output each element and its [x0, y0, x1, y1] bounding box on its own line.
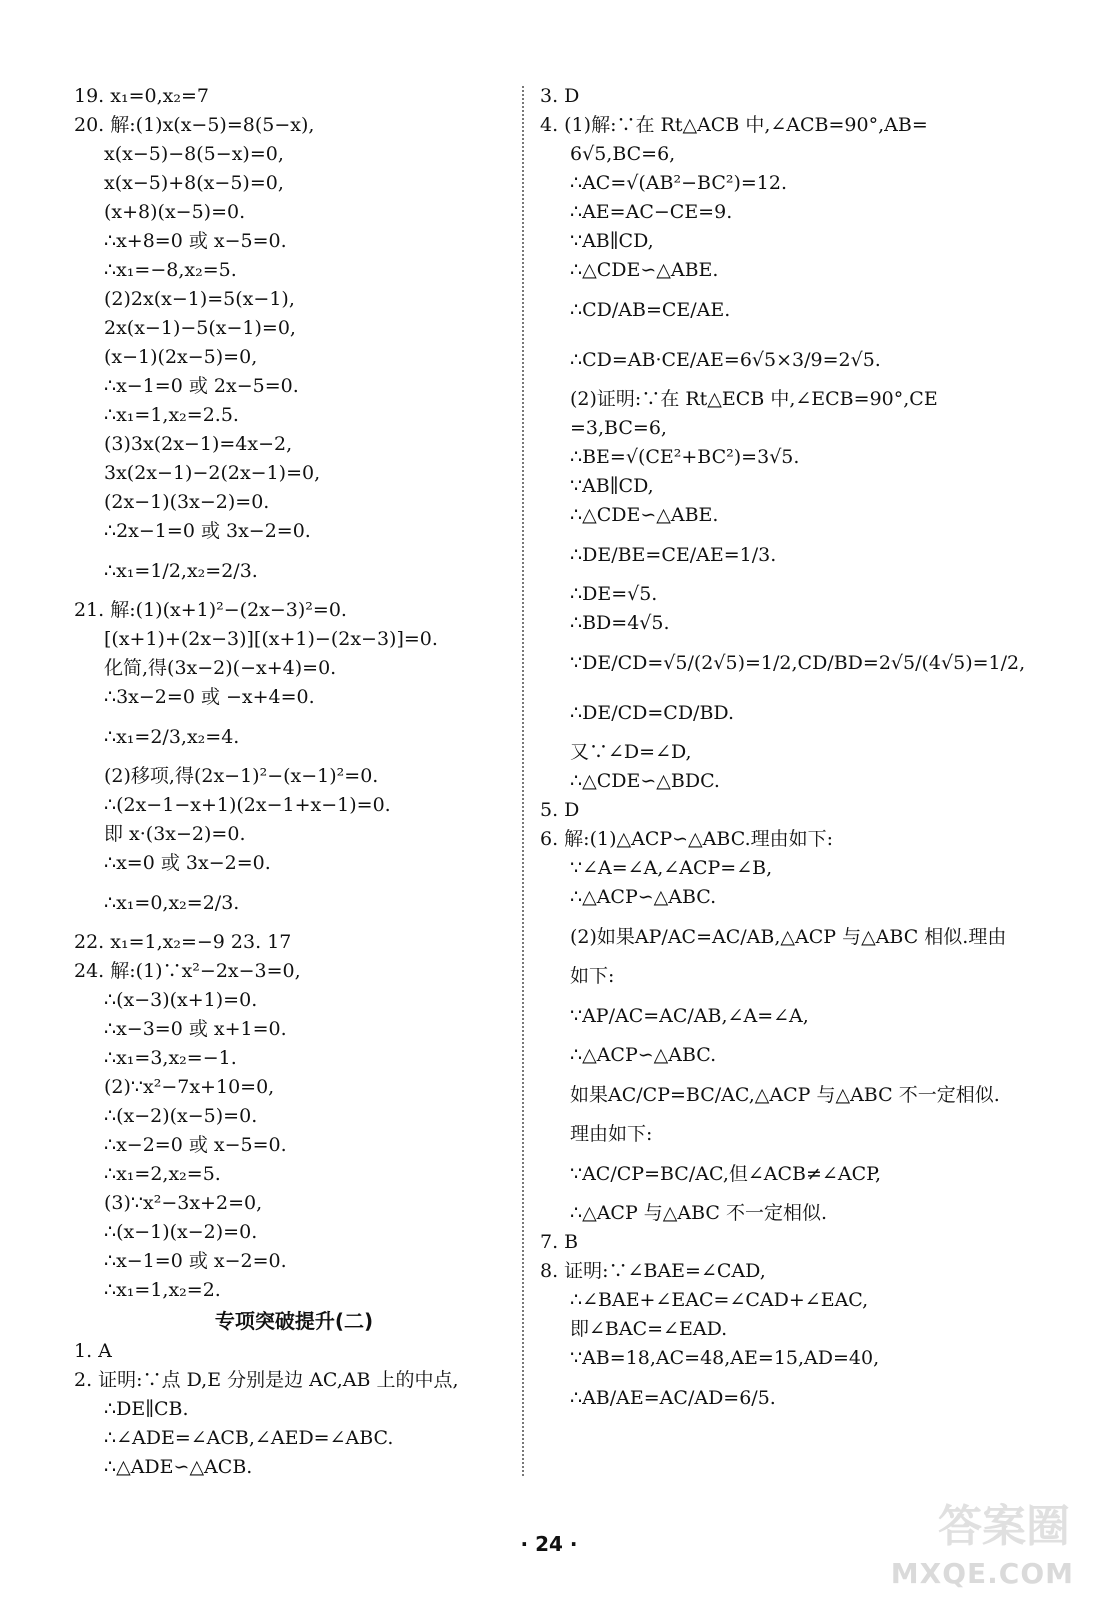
text-line: 2. 证明:∵点 D,E 分别是边 AC,AB 上的中点,	[74, 1369, 459, 1391]
page-number: · 24 ·	[520, 1532, 578, 1556]
text-line: 22. x₁=1,x₂=−9 23. 17	[74, 931, 292, 953]
text-line: ∴x=0 或 3x−2=0.	[104, 852, 271, 874]
text-line: ∴△ACP∽△ABC.	[570, 886, 717, 908]
text-line: (2x−1)(3x−2)=0.	[104, 491, 270, 513]
text-line: ∵AC/CP=BC/AC,但∠ACB≠∠ACP,	[570, 1163, 882, 1185]
text-line: x(x−5)−8(5−x)=0,	[104, 143, 284, 165]
text-line: 即 x·(3x−2)=0.	[104, 823, 246, 845]
watermark-logo: 答案圈	[938, 1501, 1070, 1552]
text-line: 19. x₁=0,x₂=7	[74, 85, 209, 107]
text-line: 理由如下:	[570, 1123, 653, 1145]
column-divider	[522, 86, 524, 1476]
text-line: 如下:	[570, 965, 615, 987]
text-line: ∴∠ADE=∠ACB,∠AED=∠ABC.	[104, 1427, 394, 1449]
text-line: (3)∵x²−3x+2=0,	[104, 1192, 263, 1214]
text-line: ∴x₁=0,x₂=2/3.	[104, 892, 240, 914]
text-line: 7. B	[540, 1231, 579, 1253]
text-line: ∵AB∥CD,	[570, 230, 654, 252]
text-line: ∴(2x−1−x+1)(2x−1+x−1)=0.	[104, 794, 391, 816]
text-line: (x−1)(2x−5)=0,	[104, 346, 258, 368]
left-column	[74, 82, 514, 1482]
text-line: ∴△CDE∽△ABE.	[570, 504, 719, 526]
watermark	[890, 1502, 1090, 1594]
text-line: ∴△CDE∽△BDC.	[570, 770, 720, 792]
text-line: ∴△CDE∽△ABE.	[570, 259, 719, 281]
text-line: (2)移项,得(2x−1)²−(x−1)²=0.	[104, 765, 379, 787]
text-line: x(x−5)+8(x−5)=0,	[104, 172, 284, 194]
text-line: (x+8)(x−5)=0.	[104, 201, 246, 223]
text-line: ∴(x−3)(x+1)=0.	[104, 989, 258, 1011]
text-line: 8. 证明:∵∠BAE=∠CAD,	[540, 1260, 766, 1282]
text-line: ∴DE∥CB.	[104, 1398, 189, 1420]
text-line: ∴CD=AB·CE/AE=6√5×3/9=2√5.	[570, 349, 881, 371]
text-line: ∴x−1=0 或 x−2=0.	[104, 1250, 287, 1272]
text-line: (2)如果AP/AC=AC/AB,△ACP 与△ABC 相似.理由	[570, 926, 1007, 948]
text-line: ∴△ACP∽△ABC.	[570, 1044, 717, 1066]
text-line: 化简,得(3x−2)(−x+4)=0.	[104, 657, 337, 679]
text-line: ∴∠BAE+∠EAC=∠CAD+∠EAC,	[570, 1289, 869, 1311]
watermark-text: MXQE.COM	[890, 1557, 1074, 1590]
text-line: ∴x₁=2,x₂=5.	[104, 1163, 221, 1185]
text-line: (2)证明:∵在 Rt△ECB 中,∠ECB=90°,CE	[570, 388, 938, 410]
text-line: ∴DE=√5.	[570, 583, 658, 605]
text-line: (3)3x(2x−1)=4x−2,	[104, 433, 293, 455]
text-line: ∴x₁=−8,x₂=5.	[104, 259, 237, 281]
text-line: ∵AP/AC=AC/AB,∠A=∠A,	[570, 1005, 809, 1027]
text-line: 即∠BAC=∠EAD.	[570, 1318, 728, 1340]
text-line: 6. 解:(1)△ACP∽△ABC.理由如下:	[540, 828, 834, 850]
text-line: ∴DE/BE=CE/AE=1/3.	[570, 544, 777, 566]
text-line: ∴AC=√(AB²−BC²)=12.	[570, 172, 788, 194]
text-line: ∴AE=AC−CE=9.	[570, 201, 733, 223]
text-line: ∴x₁=3,x₂=−1.	[104, 1047, 237, 1069]
text-line: 21. 解:(1)(x+1)²−(2x−3)²=0.	[74, 599, 347, 621]
text-line: 3x(2x−1)−2(2x−1)=0,	[104, 462, 321, 484]
text-line: 如果AC/CP=BC/AC,△ACP 与△ABC 不一定相似.	[570, 1084, 1000, 1106]
text-line: ∵DE/CD=√5/(2√5)=1/2,CD/BD=2√5/(4√5)=1/2,	[570, 652, 1026, 674]
text-line: 又∵∠D=∠D,	[570, 741, 692, 763]
text-line: 3. D	[540, 85, 580, 107]
section-heading: 专项突破提升(二)	[214, 1309, 374, 1333]
text-line: ∴x−2=0 或 x−5=0.	[104, 1134, 287, 1156]
text-line: ∴x−3=0 或 x+1=0.	[104, 1018, 287, 1040]
text-line: =3,BC=6,	[570, 417, 667, 439]
text-line: ∴x₁=1/2,x₂=2/3.	[104, 560, 258, 582]
text-line: ∴DE/CD=CD/BD.	[570, 702, 735, 724]
text-line: ∴(x−2)(x−5)=0.	[104, 1105, 258, 1127]
text-line: ∴x₁=2/3,x₂=4.	[104, 726, 240, 748]
text-line: ∵AB=18,AC=48,AE=15,AD=40,	[570, 1347, 880, 1369]
text-line: ∴BE=√(CE²+BC²)=3√5.	[570, 446, 800, 468]
text-line: 4. (1)解:∵在 Rt△ACB 中,∠ACB=90°,AB=	[540, 114, 928, 136]
text-line: ∴(x−1)(x−2)=0.	[104, 1221, 258, 1243]
text-line: ∴x₁=1,x₂=2.	[104, 1279, 221, 1301]
text-line: (2)2x(x−1)=5(x−1),	[104, 288, 295, 310]
text-line: ∴3x−2=0 或 −x+4=0.	[104, 686, 315, 708]
right-column	[540, 82, 1026, 1423]
text-line: ∵∠A=∠A,∠ACP=∠B,	[570, 857, 773, 879]
text-line: (2)∵x²−7x+10=0,	[104, 1076, 275, 1098]
text-line: ∴△ACP 与△ABC 不一定相似.	[570, 1202, 828, 1224]
text-line: ∴BD=4√5.	[570, 612, 670, 634]
text-line: [(x+1)+(2x−3)][(x+1)−(2x−3)]=0.	[104, 628, 438, 650]
text-line: ∴2x−1=0 或 3x−2=0.	[104, 520, 311, 542]
text-line: ∴AB/AE=AC/AD=6/5.	[570, 1387, 776, 1409]
text-line: ∴CD/AB=CE/AE.	[570, 299, 731, 321]
text-line: 20. 解:(1)x(x−5)=8(5−x),	[74, 114, 315, 136]
text-line: ∴x+8=0 或 x−5=0.	[104, 230, 287, 252]
text-line: ∴x−1=0 或 2x−5=0.	[104, 375, 299, 397]
text-line: ∴x₁=1,x₂=2.5.	[104, 404, 239, 426]
text-line: 2x(x−1)−5(x−1)=0,	[104, 317, 296, 339]
text-line: 1. A	[74, 1340, 112, 1362]
text-line: ∵AB∥CD,	[570, 475, 654, 497]
text-line: 24. 解:(1)∵x²−2x−3=0,	[74, 960, 301, 982]
text-line: ∴△ADE∽△ACB.	[104, 1456, 253, 1478]
text-line: 6√5,BC=6,	[570, 143, 676, 165]
text-line: 5. D	[540, 799, 580, 821]
